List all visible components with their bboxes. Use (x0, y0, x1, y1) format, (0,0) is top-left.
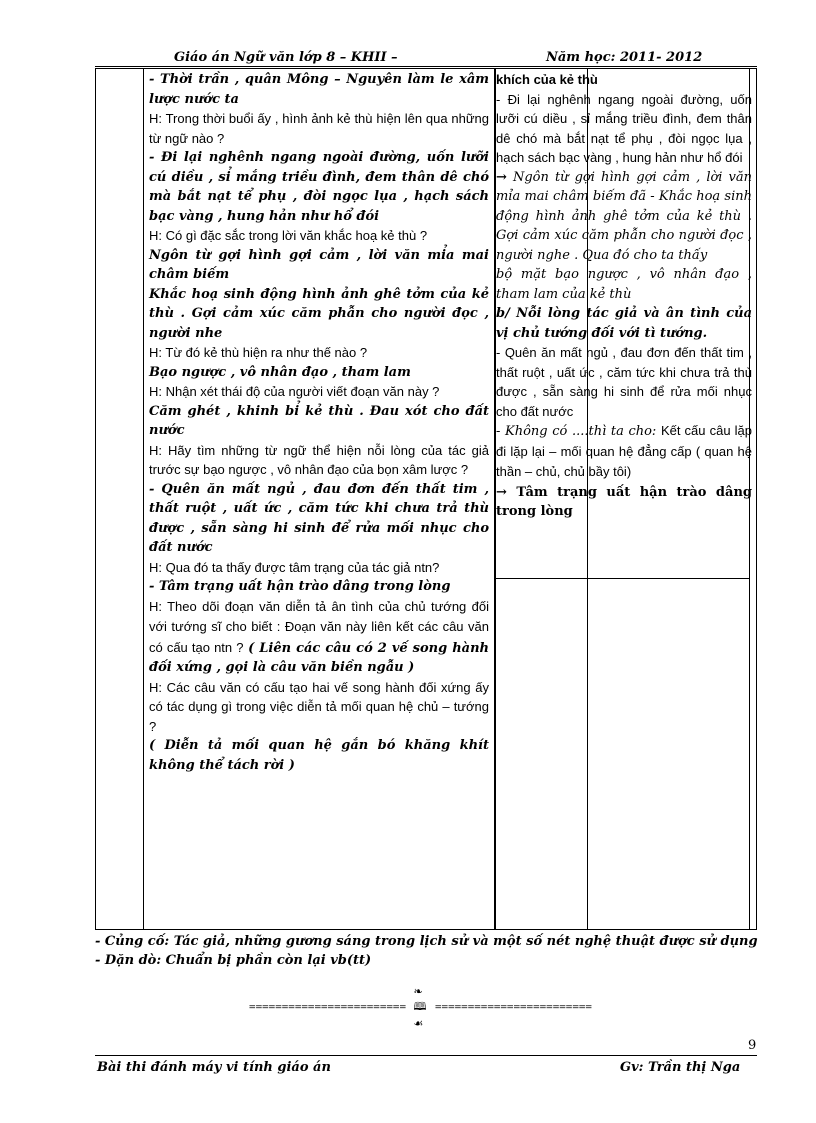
arrow-paragraph (496, 168, 752, 266)
answer: Bạo ngược , vô nhân đạo , tham lam (149, 364, 411, 380)
question: H: Các câu văn có cấu tạo hai vế song hành đối xứng ấy có tác dụng gì trong việc diễn tả mối quan hệ chủ – tướng ? (149, 679, 489, 734)
book-ornament-icon: ❧ 🕮 ☙ (413, 985, 427, 1030)
question: H: Trong thời buổi ấy , hình ảnh kẻ thù hiện lên qua những từ ngữ nào ? (149, 111, 489, 146)
divider-dots: ======================== (434, 1002, 592, 1013)
lead-phrase: - Không có ....thì ta cho: (496, 424, 657, 439)
page-number: 9 (748, 1038, 757, 1053)
answer: Khắc hoạ sinh động hình ảnh ghê tởm của kẻ thù . Gợi cảm xúc căm phẫn cho người đọc , người nhe (149, 286, 489, 341)
question: H: Hãy tìm những từ ngữ thể hiện nỗi lòng của tác giả trước sự bạo ngược , vô nhân đạo của bọn xâm lược ? (149, 442, 489, 477)
lesson-summary (95, 932, 775, 970)
header-rule (95, 66, 757, 67)
question: H: Từ đó kẻ thù hiện ra như thế nào ? (149, 345, 368, 360)
text-block: - Thời trần , quân Mông – Nguyên làm le xâm lược nước ta (149, 72, 489, 107)
summary-line: - Dặn dò: Chuẩn bị phần còn lại vb(tt) (95, 953, 372, 968)
text-block: bộ mặt bạo ngược , vô nhân đạo , tham lam của kẻ thù (496, 267, 752, 302)
question: H: Có gì đặc sắc trong lời văn khắc hoạ kẻ thù ? (149, 228, 428, 243)
question: H: Nhận xét thái độ của người viết đoạn văn này ? (149, 384, 440, 399)
conclusion (496, 483, 752, 522)
arrow-icon: → (496, 169, 507, 185)
conclusion-text: Tâm trạng uất hận trào dâng trong lòng (496, 484, 752, 519)
section-heading: b/ Nỗi lòng tác giả và ân tình của vị chủ tướng đối với tì tướng. (496, 306, 752, 341)
text-block: khích của kẻ thù (496, 72, 598, 87)
text-block: - Quên ăn mất ngủ , đau đơn đến thất tim , thất ruột , uất ức , căm tức khi chưa trả thù được , sẵn sàng hi sinh để rửa mối nhục cho đất nước (496, 345, 752, 419)
answer: - Quên ăn mất ngủ , đau đơn đến thất tim , thất ruột , uất ức , căm tức khi chưa trả thù được , sẵn sàng hi sinh để rửa mối nhục cho đất nước (149, 481, 489, 555)
footer-rule (95, 1055, 757, 1056)
question: H: Qua đó ta thấy được tâm trạng của tác giả ntn? (149, 559, 440, 575)
content-column (496, 70, 752, 522)
column-divider (143, 69, 144, 929)
header-right: Năm học: 2011- 2012 (546, 50, 703, 65)
footer-left: Bài thi đánh máy vi tính giáo án (97, 1060, 331, 1075)
section-divider (248, 985, 592, 1030)
answer: - Đi lại nghênh ngang ngoài đường, uốn lưỡi cú diều , sỉ mắng triều đình, đem thân dê chó mà bắt nạt tể phụ , đòi ngọc lụa , hạch sách bạc vàng , hung hản như hổ đói (149, 150, 489, 224)
divider-dots: ======================== (248, 1002, 406, 1013)
text-block (496, 421, 752, 483)
row-divider (494, 578, 749, 579)
question-with-answer (149, 597, 489, 678)
question: H: Theo dõi đoạn văn diễn tả ân tình của chủ tướng đối với tướng sĩ cho biết : Đoạn văn này liên kết các câu văn có cấu tạo ntn ? (149, 598, 489, 655)
explanation: Kết cấu câu lặp đi lặp lại – mối quan hệ đẳng cấp ( quan hệ thần – chủ, chủ bầy tôi) (496, 423, 753, 479)
teacher-activity-column (149, 70, 489, 775)
answer: Ngôn từ gợi hình gợi cảm , lời văn mỉa mai châm biếm (149, 247, 489, 282)
answer: ( Diễn tả mối quan hệ gắn bó khăng khít không thể tách rời ) (149, 738, 489, 773)
arrow-icon: → (496, 484, 507, 500)
text-block: - Đi lại nghênh ngang ngoài đường, uốn lưỡi cú diều , sỉ mắng triều đình, đem thân dê chó mà bắt nạt tể phụ , đòi ngọc lụa , hạch sách bạc vàng , hung hản như hổ đói (496, 91, 752, 165)
answer: - Tâm trạng uất hận trào dâng trong lòng (149, 579, 451, 594)
footer-right: Gv: Trần thị Nga (620, 1060, 741, 1075)
text-block: Ngôn từ gợi hình gợi cảm , lời văn mỉa mai châm biếm đã - Khắc hoạ sinh động hình ảnh ghê tởm của kẻ thù . Gợi cảm xúc căm phẫn cho người đọc , người nghe . Qua đó cho ta thấy (496, 169, 752, 263)
answer: ( Liên các câu có 2 vế song hành đối xứng , gọi là câu văn biền ngẫu ) (149, 640, 489, 675)
summary-line: - Củng cố: Tác giả, những gương sáng trong lịch sử và một số nét nghệ thuật được sử dụng (95, 934, 758, 949)
answer: Căm ghét , khinh bỉ kẻ thù . Đau xót cho đất nước (149, 403, 489, 438)
header-left: Giáo án Ngữ văn lớp 8 – KHII – (174, 50, 398, 65)
